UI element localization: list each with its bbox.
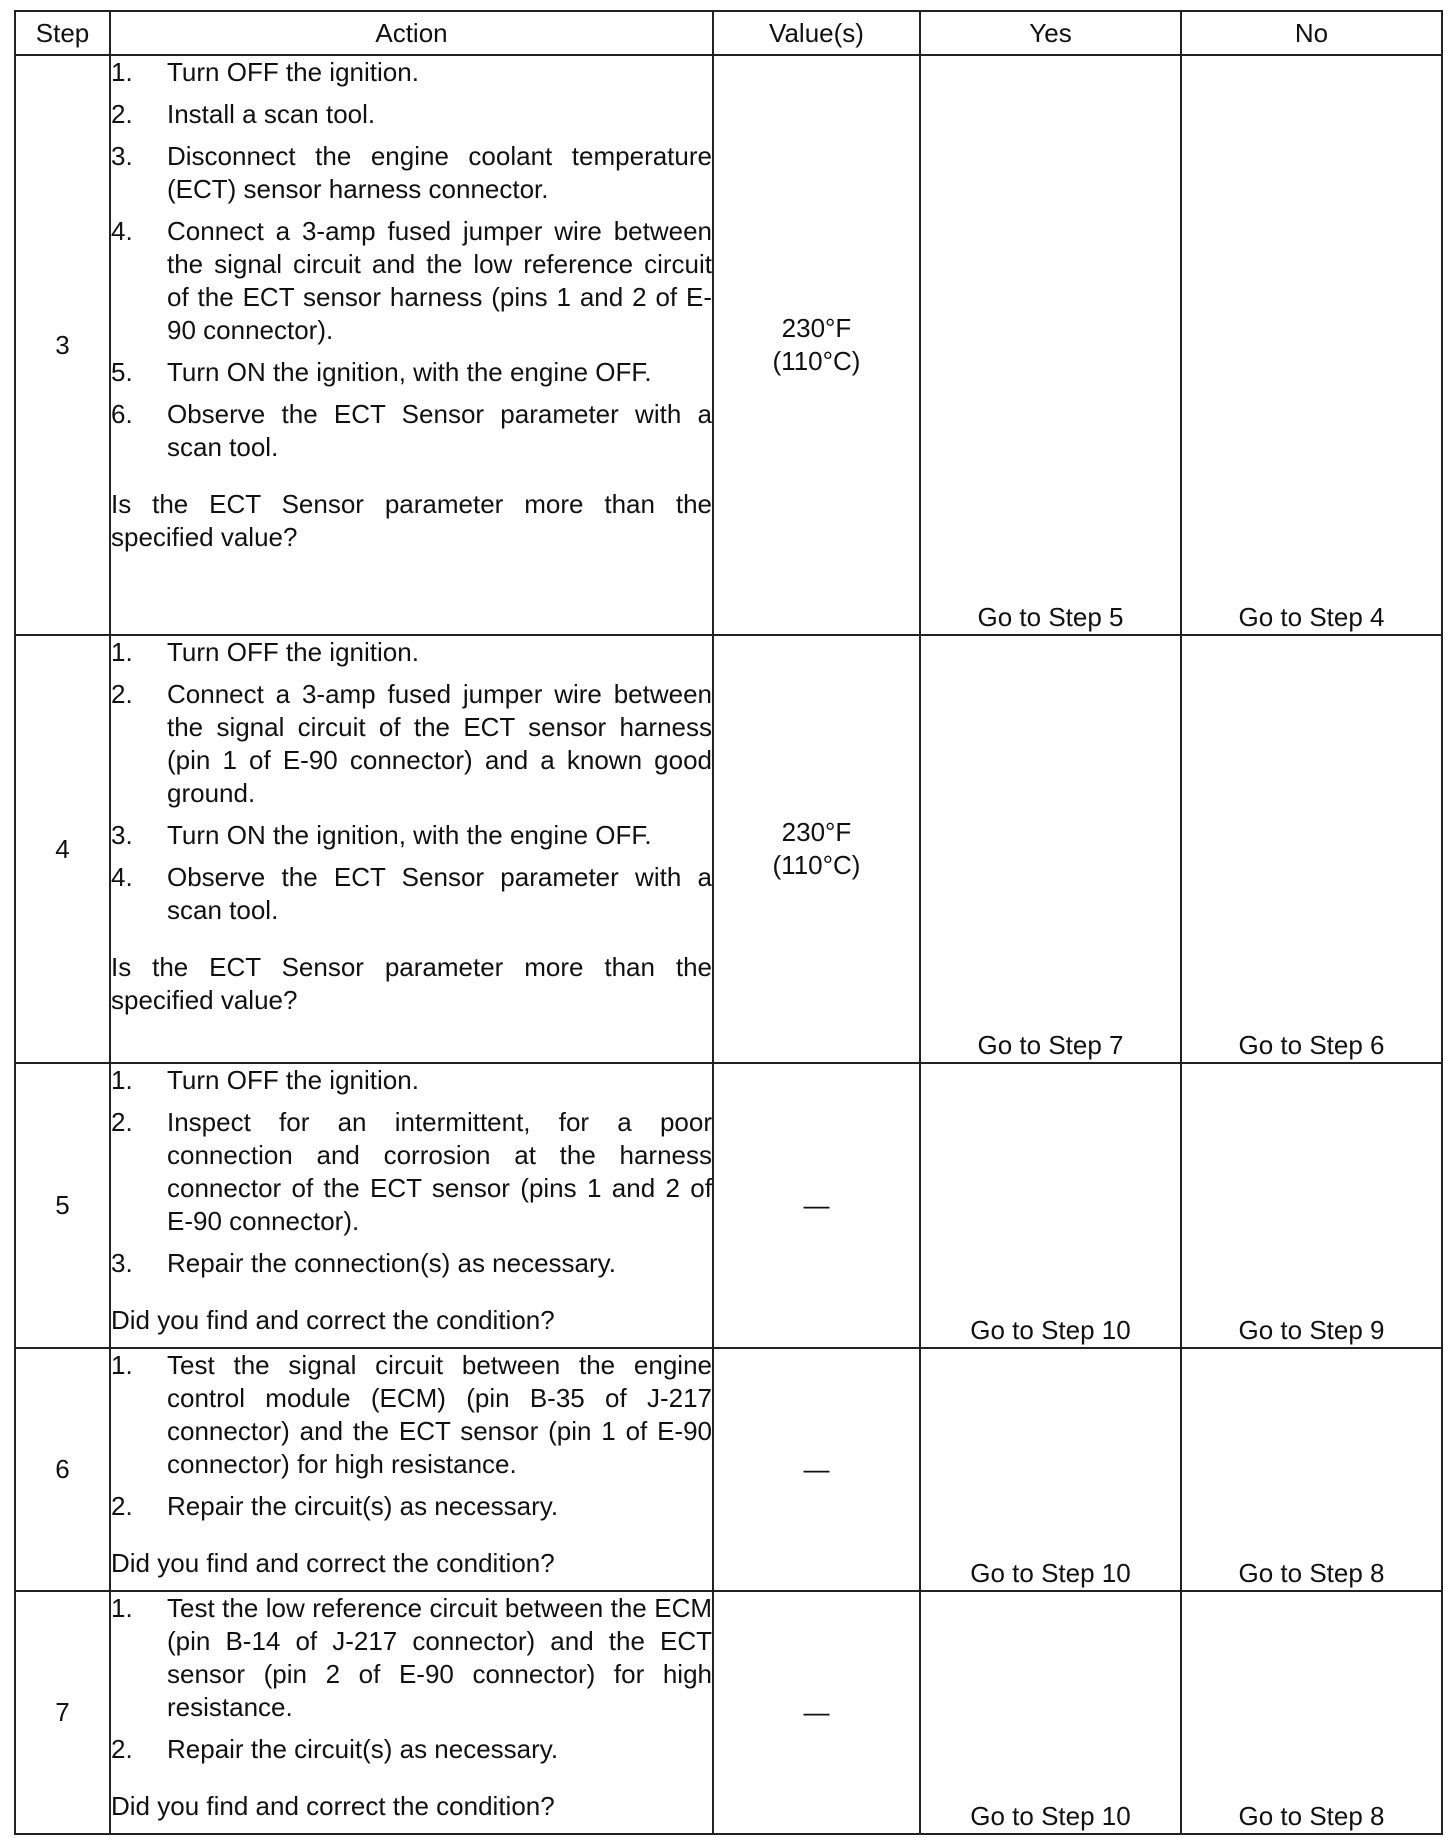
value-celsius: (110°C) bbox=[772, 346, 861, 376]
step-number: 5 bbox=[15, 1063, 110, 1348]
no-result: Go to Step 8 bbox=[1181, 1348, 1442, 1591]
action-steps bbox=[111, 1064, 712, 1280]
step-number: 7 bbox=[15, 1591, 110, 1834]
value-celsius: (110°C) bbox=[772, 850, 861, 880]
list-item: 3. Repair the connection(s) as necessary. bbox=[111, 1248, 616, 1278]
list-item: 3. Disconnect the engine coolant temperature (ECT) sensor harness connector. bbox=[111, 141, 712, 204]
yes-result: Go to Step 10 bbox=[920, 1063, 1181, 1348]
value-cell bbox=[713, 55, 920, 635]
action-cell bbox=[110, 635, 713, 1063]
table-row bbox=[15, 1063, 1442, 1348]
step-number: 4 bbox=[15, 635, 110, 1063]
question-text: Did you find and correct the condition? bbox=[111, 1548, 555, 1578]
action-cell bbox=[110, 55, 713, 635]
action-steps bbox=[111, 56, 712, 464]
yes-result: Go to Step 10 bbox=[920, 1591, 1181, 1834]
no-result: Go to Step 6 bbox=[1181, 635, 1442, 1063]
value-cell: — bbox=[713, 1063, 920, 1348]
no-result: Go to Step 4 bbox=[1181, 55, 1442, 635]
list-item: 2. Repair the circuit(s) as necessary. bbox=[111, 1491, 559, 1521]
list-item: 2. Install a scan tool. bbox=[111, 99, 376, 129]
action-cell bbox=[110, 1591, 713, 1834]
list-item: 2. Repair the circuit(s) as necessary. bbox=[111, 1734, 559, 1764]
action-steps bbox=[111, 1349, 712, 1523]
list-item: 5. Turn ON the ignition, with the engine OFF. bbox=[111, 357, 652, 387]
header-no: No bbox=[1181, 11, 1442, 55]
action-steps bbox=[111, 1592, 712, 1766]
question-text: Is the ECT Sensor parameter more than the specified value? bbox=[111, 489, 712, 552]
table-row bbox=[15, 1591, 1442, 1834]
list-item: 2. Connect a 3-amp fused jumper wire between the signal circuit of the ECT sensor harness (pin 1 of E-90 connector) and a known good ground. bbox=[111, 679, 712, 808]
step-number: 3 bbox=[15, 55, 110, 635]
list-item: 1. Turn OFF the ignition. bbox=[111, 57, 419, 87]
question-text: Did you find and correct the condition? bbox=[111, 1791, 555, 1821]
yes-result: Go to Step 7 bbox=[920, 635, 1181, 1063]
value-fahrenheit: 230°F bbox=[781, 313, 852, 343]
table-row bbox=[15, 55, 1442, 635]
value-cell: — bbox=[713, 1591, 920, 1834]
header-yes: Yes bbox=[920, 11, 1181, 55]
list-item: 1. Turn OFF the ignition. bbox=[111, 1065, 419, 1095]
value-cell bbox=[713, 635, 920, 1063]
table-row bbox=[15, 635, 1442, 1063]
action-cell bbox=[110, 1348, 713, 1591]
value-fahrenheit: 230°F bbox=[781, 817, 852, 847]
no-result: Go to Step 9 bbox=[1181, 1063, 1442, 1348]
header-action: Action bbox=[110, 11, 713, 55]
list-item: 4. Observe the ECT Sensor parameter with a scan tool. bbox=[111, 862, 712, 925]
header-step: Step bbox=[15, 11, 110, 55]
list-item: 3. Turn ON the ignition, with the engine OFF. bbox=[111, 820, 652, 850]
yes-result: Go to Step 10 bbox=[920, 1348, 1181, 1591]
header-values: Value(s) bbox=[713, 11, 920, 55]
list-item: 1. Test the signal circuit between the engine control module (ECM) (pin B-35 of J-217 connector) and the ECT sensor (pin 1 of E-90 connector) for high resistance. bbox=[111, 1350, 712, 1479]
list-item: 2. Inspect for an intermittent, for a poor connection and corrosion at the harness connector of the ECT sensor (pins 1 and 2 of E-90 connector). bbox=[111, 1107, 712, 1236]
list-item: 6. Observe the ECT Sensor parameter with a scan tool. bbox=[111, 399, 712, 462]
question-text: Did you find and correct the condition? bbox=[111, 1305, 555, 1335]
header-row bbox=[15, 11, 1442, 55]
list-item: 1. Test the low reference circuit between the ECM (pin B-14 of J-217 connector) and the ECT sensor (pin 2 of E-90 connector) for high resistance. bbox=[111, 1593, 712, 1722]
diagnostic-table bbox=[14, 10, 1443, 1835]
yes-result: Go to Step 5 bbox=[920, 55, 1181, 635]
no-result: Go to Step 8 bbox=[1181, 1591, 1442, 1834]
table-row bbox=[15, 1348, 1442, 1591]
action-steps bbox=[111, 636, 712, 927]
question-text: Is the ECT Sensor parameter more than the specified value? bbox=[111, 952, 712, 1015]
list-item: 4. Connect a 3-amp fused jumper wire between the signal circuit and the low reference circuit of the ECT sensor harness (pins 1 and 2 of E-90 connector). bbox=[111, 216, 712, 345]
list-item: 1. Turn OFF the ignition. bbox=[111, 637, 419, 667]
value-cell: — bbox=[713, 1348, 920, 1591]
action-cell bbox=[110, 1063, 713, 1348]
step-number: 6 bbox=[15, 1348, 110, 1591]
